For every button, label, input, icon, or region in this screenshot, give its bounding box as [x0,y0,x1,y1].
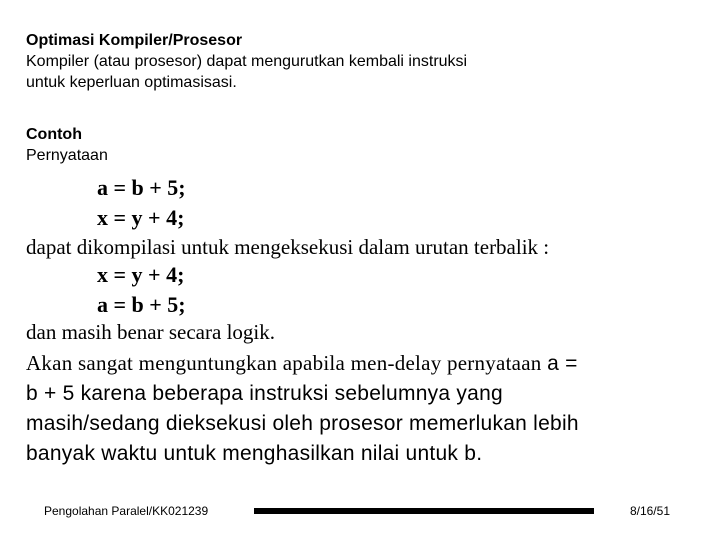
explanation-line-2: b + 5 karena beberapa instruksi sebelumnya yang [26,382,503,405]
slide-title: Optimasi Kompiler/Prosesor [26,32,243,49]
explanation-paragraph [26,348,579,469]
example-sublabel: Pernyataan [26,147,108,164]
slide-footer [44,502,670,520]
footer-page-number: 8/16/51 [629,504,670,518]
footer-course-label: Pengolahan Paralel/KK021239 [44,504,209,518]
explanation-line-3: masih/sedang dieksekusi oleh prosesor memerlukan lebih [26,412,579,435]
explanation-serif-part: Akan sangat menguntungkan apabila men-delay pernyataan [26,351,548,375]
logic-sentence: dan masih benar secara logik. [26,320,275,344]
example-label: Contoh [26,126,82,143]
code-line-reversed-1: x = y + 4; [97,262,185,287]
example-heading [26,124,108,166]
footer-divider-bar [254,508,594,514]
explanation-sans-start: a = [547,352,578,375]
explanation-line-1 [26,348,579,379]
code-line-original-1: a = b + 5; [97,175,186,200]
code-line-reversed-2: a = b + 5; [97,292,186,317]
intro-line-2: untuk keperluan optimasisasi. [26,74,237,91]
reorder-sentence: dapat dikompilasi untuk mengeksekusi dalam urutan terbalik : [26,235,550,259]
code-line-original-2: x = y + 4; [97,205,185,230]
explanation-line-4: banyak waktu untuk menghasilkan nilai untuk b. [26,442,483,465]
intro-line-1: Kompiler (atau prosesor) dapat mengurutkan kembali instruksi [26,53,468,70]
slide-heading [26,30,467,93]
